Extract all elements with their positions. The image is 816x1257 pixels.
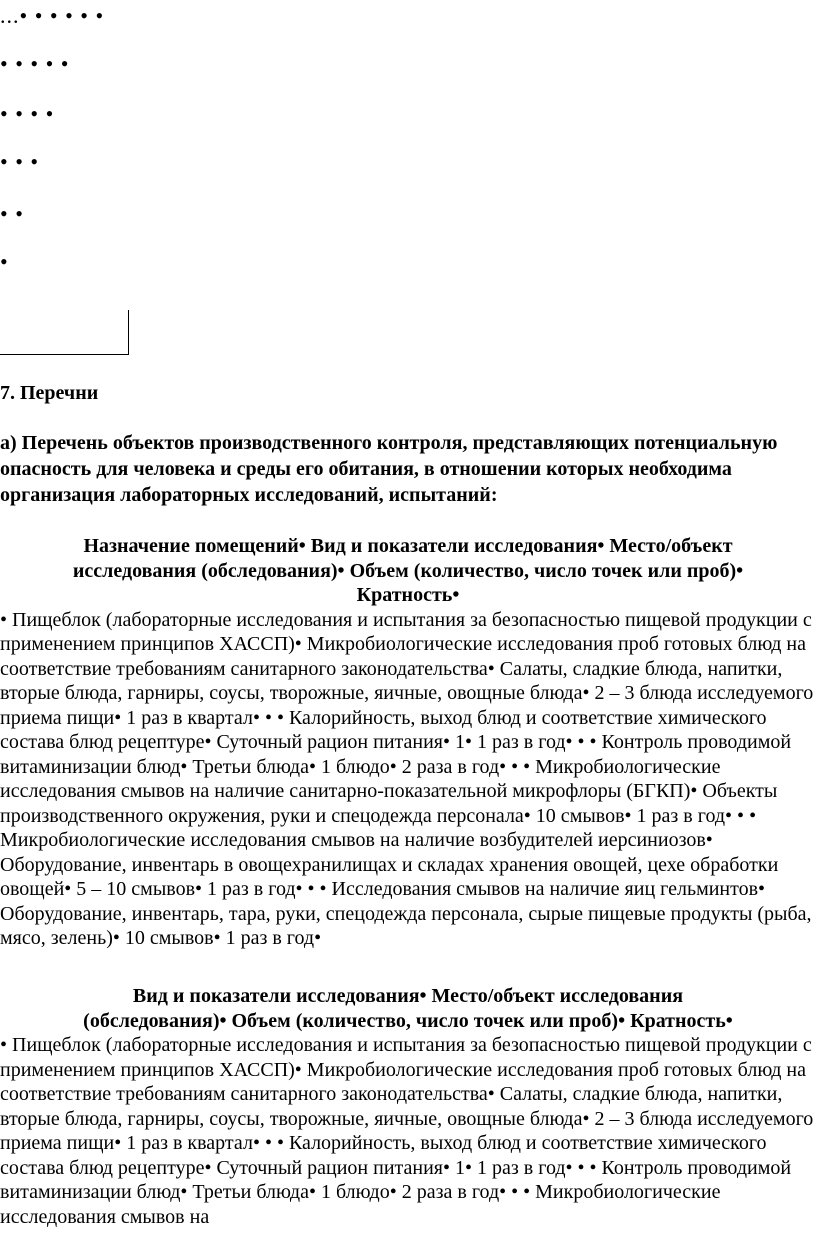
bullet-row-5: • •	[0, 201, 24, 226]
bullet-row-6: •	[0, 249, 9, 274]
bullet-row-1: ...• • • • • •	[0, 3, 105, 28]
table-2-body: • Пищеблок (лабораторные исследования и испытания за безопасностью пищевой продукции с применением принципов ХАССП)• Микробиологические исследования проб готовых блюд на соответствие требованиям санитарного законодательства• Салаты, сладкие блюда, напитки, вторые блюда, гарниры, соусы, творожные, яичные, овощные блюда• 2 – 3 блюда исследуемого приема пищи• 1 раз в квартал• • • Калорийность, выход блюд и соответствие химического состава блюд рецептуре• Суточный рацион питания• 1• 1 раз в год• • • Контроль проводимой витаминизации блюд• Третьи блюда• 1 блюдо• 2 раза в год• • • Микробиологические исследования смывов на	[0, 1034, 814, 1228]
section-title: 7. Перечни	[0, 382, 99, 404]
corner-bracket	[0, 310, 129, 355]
table-2-header: Вид и показатели исследования• Место/объект исследования (обследования)• Объем (количество, число точек или проб)• Кратность•	[83, 985, 733, 1032]
table-1-body: • Пищеблок (лабораторные исследования и испытания за безопасностью пищевой продукции с применением принципов ХАССП)• Микробиологические исследования проб готовых блюд на соответствие требованиям санитарного законодательства• Салаты, сладкие блюда, напитки, вторые блюда, гарниры, соусы, творожные, яичные, овощные блюда• 2 – 3 блюда исследуемого приема пищи• 1 раз в квартал• • • Калорийность, выход блюд и соответствие химического состава блюд рецептуре• Суточный рацион питания• 1• 1 раз в год• • • Контроль проводимой витаминизации блюд• Третьи блюда• 1 блюдо• 2 раза в год• • • Микробиологические исследования смывов на наличие санитарно-показательной микрофлоры (БГКП)• Объекты производственного окружения, руки и спецодежда персонала• 10 смывов• 1 раз в год• • • Микробиологические исследования смывов на наличие возбудителей иерсиниозов• Оборудование, инвентарь в овощехранилищах и складах хранения овощей, цехе обработки овощей• 5 – 10 смывов• 1 раз в год• • • Исследования смывов на наличие яиц гельминтов• Оборудование, инвентарь, тара, руки, спецодежда персонала, сырые пищевые продукты (рыба, мясо, зелень)• 10 смывов• 1 раз в год•	[0, 608, 814, 949]
table-1	[0, 534, 816, 951]
bullet-row-4: • • •	[0, 149, 40, 174]
table-2	[0, 984, 816, 1229]
section-intro: а) Перечень объектов производственного контроля, представляющих потенциальную опасность для человека и среды его обитания, в отношении которых необходима организация лабораторных исследований, испытаний:	[0, 432, 778, 506]
table-1-header: Назначение помещений• Вид и показатели исследования• Место/объект исследования (обследования)• Объем (количество, число точек или проб)• Кратность•	[72, 535, 744, 606]
bullet-row-2: • • • • •	[0, 51, 70, 76]
bullet-row-3: • • • •	[0, 101, 55, 126]
